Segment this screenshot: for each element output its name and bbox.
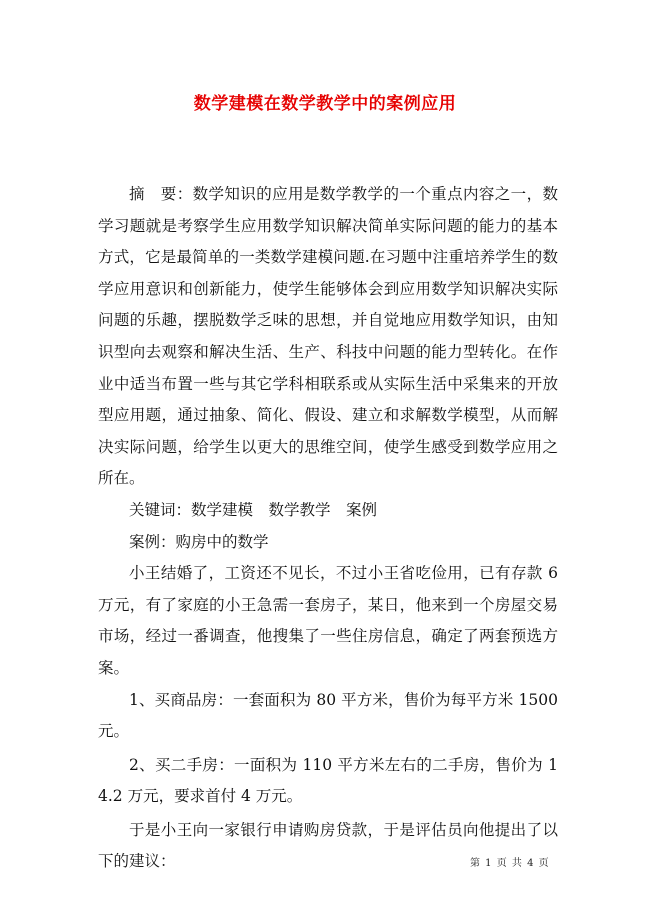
- case-title: 案例：购房中的数学: [129, 532, 269, 551]
- abstract-paragraph: 摘 要：数学知识的应用是数学教学的一个重点内容之一，数学习题就是考察学生应用数学知识解决简单实际问题的能力的基本方式，它是最简单的一类数学建模问题.在习题中注重培养学生的数学应用意识和创新能力，使学生能够体会到应用数学知识解决实际问题的乐趣，摆脱数学乏味的思想，并自觉地应用数学知识，由知识型向去观察和解决生活、生产、科技中问题的能力型转化。在作业中适当布置一些与其它学科相联系或从实际生活中采集来的开放型应用题，通过抽象、简化、假设、建立和求解数学模型，从而解决实际问题，给学生以更大的思维空间，使学生感受到数学应用之所在。: [98, 185, 558, 488]
- option-2-paragraph: 2、买二手房：一面积为 110 平方米左右的二手房，售价为 14.2 万元，要求首付 4 万元。: [98, 755, 558, 806]
- document-title: 数学建模在数学教学中的案例应用: [193, 94, 457, 114]
- option-1-paragraph: 1、买商品房：一套面积为 80 平方米，售价为每平方米 1500 元。: [98, 690, 558, 741]
- loan-paragraph: 于是小王向一家银行申请购房贷款，于是评估员向他提出了以下的建议：: [98, 820, 558, 871]
- story-paragraph: 小王结婚了，工资还不见长，不过小王省吃俭用，已有存款 6 万元，有了家庭的小王急需一套房子，某日，他来到一个房屋交易市场，经过一番调查，他搜集了一些住房信息，确定了两套预选方案。: [98, 564, 558, 677]
- keywords-line: 关键词：数学建模 数学教学 案例: [129, 500, 378, 519]
- document-body: [98, 179, 558, 878]
- page-number: 第 1 页 共 4 页: [470, 858, 550, 869]
